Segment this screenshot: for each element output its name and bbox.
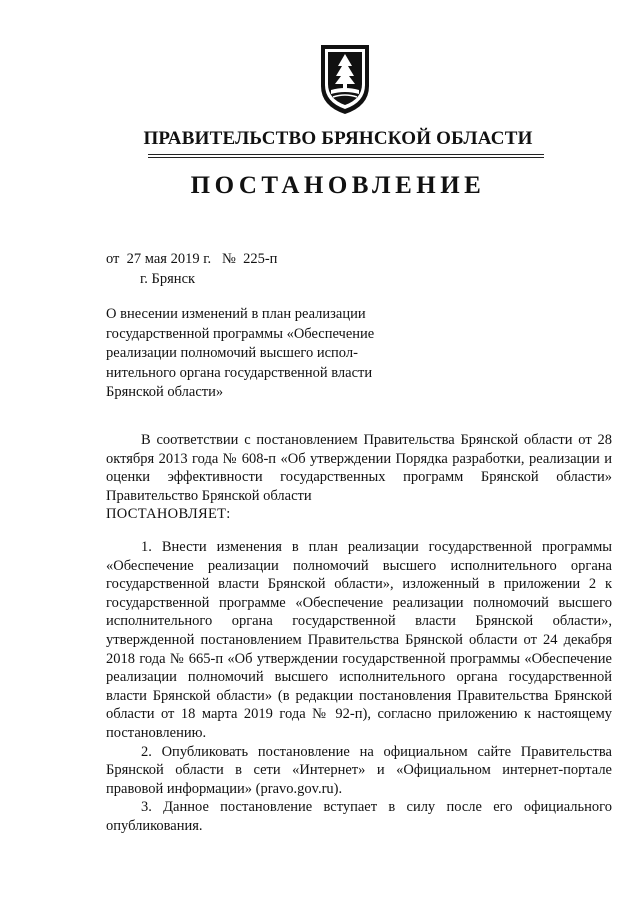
document-body [106, 431, 612, 835]
subject-line: государственной программы «Обеспечение [106, 325, 375, 342]
document-subject [106, 305, 406, 403]
subject-line: Брянской области» [106, 384, 224, 400]
decree-item-1: 1. Внести изменения в план реализации государственной программы «Обеспечение реализации полномочий высшего исполнительного органа государственной власти Брянской области», изложенный в приложении 2 к государственной программе «Обеспечение реализации полномочий высшего исполнительного органа государственной власти Брянской области», утвержденной постановлением Правительства Брянской области от 24 декабря 2018 года № 665-п «Об утверждении государственной программы «Обеспечение реализации полномочий высшего исполнительного органа государственной власти Брянской области» (в редакции постановления Правительства Брянской области от 18 марта 2019 года № 92-п), согласно приложению к настоящему постановлению. [106, 538, 612, 741]
decree-item-2: 2. Опубликовать постановление на официальном сайте Правительства Брянской области в сети «Интернет» и «Официальном интернет-портале правовой информации» (pravo.gov.ru). [106, 743, 612, 797]
decree-word: ПОСТАНОВЛЯЕТ: [106, 506, 231, 523]
organization-name: ПРАВИТЕЛЬСТВО БРЯНСКОЙ ОБЛАСТИ [143, 128, 533, 149]
document-date-number: от 27 мая 2019 г. № 225-п [106, 251, 278, 267]
header-rule-bottom [148, 157, 544, 158]
document-city: г. Брянск [140, 271, 196, 287]
document-type: ПОСТАНОВЛЕНИЕ [190, 172, 486, 199]
subject-line: реализации полномочий высшего испол- [106, 345, 358, 361]
subject-line: О внесении изменений в план реализации [106, 306, 366, 322]
header-rule-top [148, 154, 544, 155]
subject-line: нительного органа государственной власти [106, 364, 373, 381]
preamble-paragraph: В соответствии с постановлением Правительства Брянской области от 28 октября 2013 года № 608-п «Об утверждении Порядка разработки, реализации и оценки эффективности государственных программ Брянской области» Правительство Брянской области [106, 432, 612, 504]
decree-item-3: 3. Данное постановление вступает в силу после его официального опубликования. [106, 799, 612, 834]
coat-of-arms-icon [318, 42, 372, 116]
